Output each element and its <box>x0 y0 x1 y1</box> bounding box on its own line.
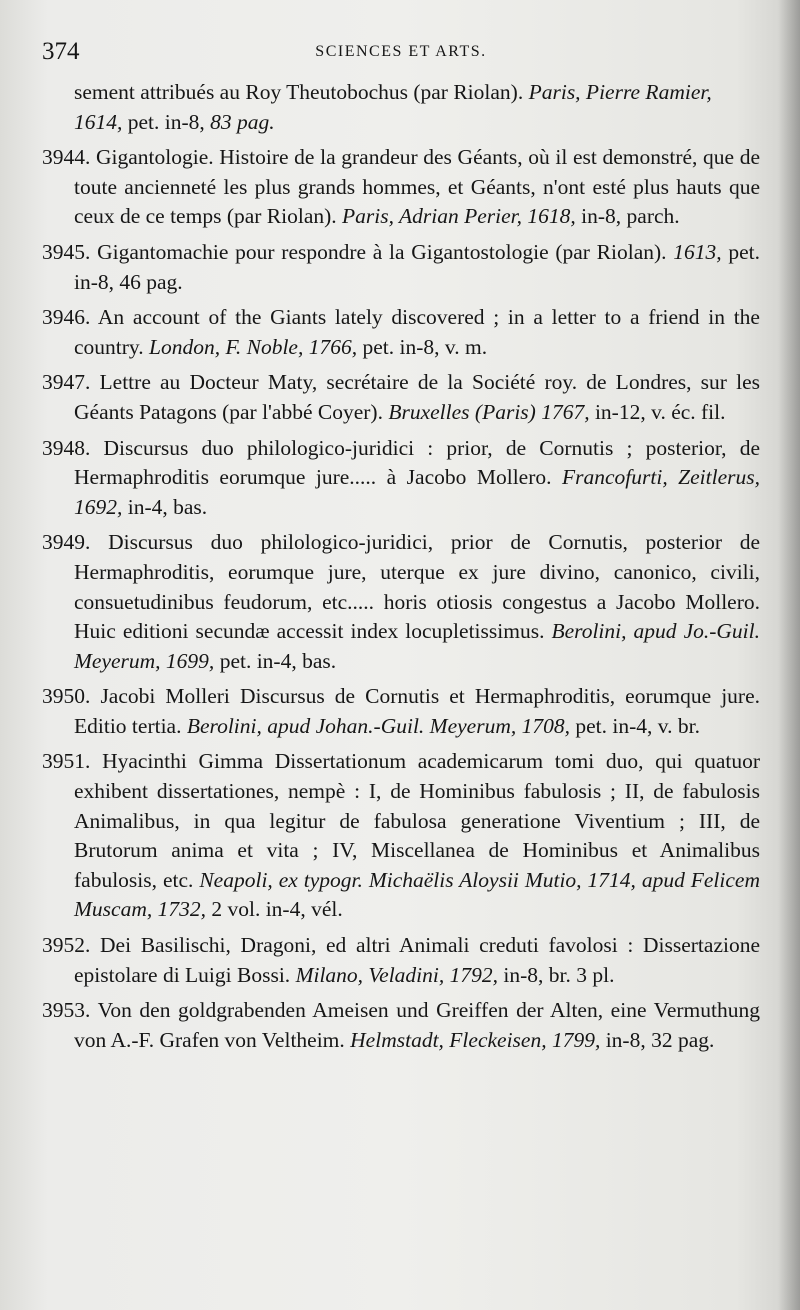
entry-3948 <box>42 434 760 523</box>
entry-tail: pet. in-4, v. br. <box>575 713 700 738</box>
entry-number: 3951. <box>42 749 91 774</box>
entry-text: An account of the Giants lately discovered ; in a letter to a friend in the country. <box>74 305 760 359</box>
entry-number: 3945. <box>42 239 91 264</box>
bibliography-entries <box>42 78 760 1055</box>
entry-text: Jacobi Molleri Discursus de Cornutis et Hermaphroditis, eorumque jure. Editio tertia. <box>74 684 761 738</box>
entry-number: 3944. <box>42 145 91 170</box>
entry-imprint: Francofurti, Zeitlerus, 1692, <box>74 465 760 519</box>
entry-imprint: London, F. Noble, 1766, <box>149 334 358 359</box>
entry-number: 3946. <box>42 305 91 330</box>
entry-format: pet. in-8, <box>127 109 205 134</box>
entry-3949 <box>42 528 760 676</box>
entry-3951 <box>42 747 760 925</box>
entry-3944 <box>42 143 760 232</box>
entry-3945 <box>42 238 760 297</box>
entry-text: Gigantologie. Histoire de la grandeur des Géants, où il est demonstré, que de toute ancienneté les plus grands hommes, et Géants, n'ont esté plus hauts que ceux de ce temps (par Riolan). <box>74 145 761 229</box>
entry-imprint: 1613, <box>673 239 722 264</box>
entry-3946 <box>42 303 760 362</box>
entry-imprint: Berolini, apud Jo.-Guil. Meyerum, 1699, <box>74 619 760 673</box>
entry-text: Discursus duo philologico-juridici, prior de Cornutis, posterior de Hermaphroditis, eorumque jure, uterque ex jure divino, canonico, civili, consuetudinibus feudorum, etc..... horis otiosis congestus a Jacobo Mollero. Huic editioni secundæ accessit index locupletissimus. <box>74 530 760 644</box>
entry-text: Dei Basilischi, Dragoni, ed altri Animali creduti favolosi : Dissertazione epistolare di Luigi Bossi. <box>74 933 761 987</box>
entry-3953 <box>42 996 760 1055</box>
entry-tail: in-8, 32 pag. <box>605 1027 715 1052</box>
entry-tail: in-8, br. 3 pl. <box>503 962 615 987</box>
entry-imprint: Paris, Adrian Perier, 1618, <box>342 204 576 229</box>
running-head <box>42 38 760 78</box>
entry-text: Gigantomachie pour respondre à la Gigantostologie (par Riolan). <box>97 239 667 264</box>
entry-number: 3949. <box>42 530 91 555</box>
section-title: SCIENCES ET ARTS. <box>315 43 487 60</box>
entry-imprint: Neapoli, ex typogr. Michaëlis Aloysii Mutio, 1714, apud Felicem Muscam, 1732, <box>74 867 760 922</box>
entry-3950 <box>42 682 760 741</box>
entry-imprint: Paris, Pierre Ramier, 1614, <box>74 80 712 134</box>
entry-number: 3952. <box>42 933 91 958</box>
entry-number: 3948. <box>42 435 91 460</box>
entry-number: 3953. <box>42 998 91 1023</box>
entry-tail: pet. in-8, v. m. <box>362 334 488 359</box>
entry-number: 3950. <box>42 684 91 709</box>
entry-imprint: Berolini, apud Johan.-Guil. Meyerum, 1708, <box>186 713 570 738</box>
entry-tail: in-8, parch. <box>581 204 680 229</box>
entry-tail: in-4, bas. <box>127 494 208 519</box>
entry-text: sement attribués au Roy Theutobochus (par Riolan). <box>74 80 524 104</box>
page-gutter-shadow <box>778 0 800 1310</box>
entry-pages: 83 pag. <box>210 109 275 134</box>
entry-text: Hyacinthi Gimma Dissertationum academicarum tomi duo, qui quatuor exhibent dissertationes, nempè : I, de Hominibus fabulosis ; II, de fabulosis Animalibus, in qua legitur de fabulosa generatione Viventium ; III, de Brutorum anima et vita ; IV, Miscellanea de Hominibus et Animalibus fabulosis, etc. <box>74 749 760 892</box>
entry-number: 3947. <box>42 370 91 395</box>
page-number: 374 <box>42 38 80 65</box>
entry-3947 <box>42 368 760 427</box>
entry-imprint: Milano, Veladini, 1792, <box>295 962 499 987</box>
entry-tail: in-12, v. éc. fil. <box>594 399 726 424</box>
entry-imprint: Helmstadt, Fleckeisen, 1799, <box>350 1027 601 1052</box>
continued-entry <box>42 78 760 137</box>
entry-text: Von den goldgrabenden Ameisen und Greiffen der Alten, eine Vermuthung von A.-F. Grafen von Veltheim. <box>74 998 760 1052</box>
entry-tail: pet. in-8, 46 pag. <box>74 239 760 294</box>
entry-3952 <box>42 931 760 990</box>
entry-tail: pet. in-4, bas. <box>219 648 337 673</box>
entry-imprint: Bruxelles (Paris) 1767, <box>388 399 590 424</box>
entry-tail: 2 vol. in-4, vél. <box>211 897 343 922</box>
entry-text: Discursus duo philologico-juridici : prior, de Cornutis ; posterior, de Hermaphroditis eorumque jure..... à Jacobo Mollero. <box>74 435 760 490</box>
entry-text: Lettre au Docteur Maty, secrétaire de la Société roy. de Londres, sur les Géants Patagons (par l'abbé Coyer). <box>74 370 760 424</box>
